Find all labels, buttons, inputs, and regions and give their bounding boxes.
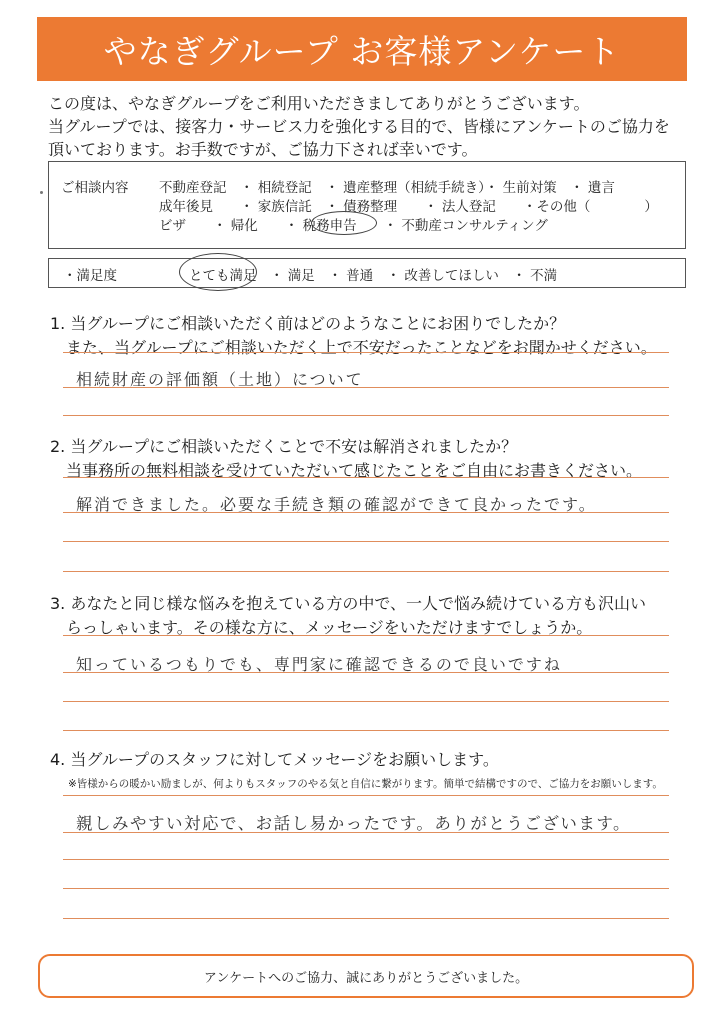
question-1-line-1: 1. 当グループにご相談いただく前はどのようなことにお困りでしたか？ <box>50 314 566 333</box>
answer-rule <box>63 571 669 572</box>
answer-rule <box>63 672 669 673</box>
answer-4-handwriting: 親しみやすい対応で、お話し易かったです。ありがとうございます。 <box>76 814 632 833</box>
answer-rule <box>63 512 669 513</box>
answer-rule <box>63 387 669 388</box>
consultation-box <box>48 161 686 249</box>
answer-rule <box>63 415 669 416</box>
answer-rule <box>63 701 669 702</box>
consultation-label: ご相談内容 <box>61 180 129 196</box>
satisfaction-box <box>48 258 686 288</box>
answer-rule <box>63 635 669 636</box>
answer-1-handwriting: 相続財産の評価額（土地）について <box>76 370 364 389</box>
answer-rule <box>63 730 669 731</box>
margin-dot <box>40 191 43 194</box>
question-4 <box>50 748 690 772</box>
staff-message-note: ※皆様からの暖かい励ましが、何よりもスタッフのやる気と自信に繋がります。簡単で結構ですので、ご協力をお願いします。 <box>68 778 663 790</box>
intro-line: この度は、やなぎグループをご利用いただきましてありがとうございます。 <box>48 94 590 113</box>
selected-topic-circle <box>311 211 377 235</box>
question-1-line-2: また、当グループにご相談いただく上で不安だったことなどをお聞かせください。 <box>66 338 657 357</box>
intro-text <box>48 92 688 161</box>
answer-2-handwriting: 解消できました。必要な手続き類の確認ができて良かったです。 <box>76 495 597 514</box>
answer-rule <box>63 352 669 353</box>
question-2-line-2: 当事務所の無料相談を受けていただいて感じたことをご自由にお書きください。 <box>66 461 643 480</box>
consultation-row-3: ビザ ・ 帰化 ・ 税務申告 ・ 不動産コンサルティング <box>159 218 548 234</box>
answer-rule <box>63 888 669 889</box>
answer-rule <box>63 918 669 919</box>
answer-rule <box>63 541 669 542</box>
survey-title: やなぎグループ お客様アンケート <box>103 31 621 71</box>
intro-line: 当グループでは、接客力・サービス力を強化する目的で、皆様にアンケートのご協力を <box>48 117 670 136</box>
question-3-line-2: らっしゃいます。その様な方に、メッセージをいただけますでしょうか。 <box>66 618 593 637</box>
selected-satisfaction-circle <box>179 253 257 291</box>
intro-line: 頂いております。お手数ですが、ご協力下されば幸いです。 <box>48 140 478 159</box>
thank-you-footer <box>38 954 694 998</box>
thank-you-text: アンケートへのご協力、誠にありがとうございました。 <box>203 970 529 986</box>
question-3-line-1: 3. あなたと同じ様な悩みを抱えている方の中で、一人で悩み続けている方も沢山い <box>50 594 647 613</box>
answer-3-handwriting: 知っているつもりでも、専門家に確認できるので良いですね <box>76 655 562 674</box>
consultation-row-2: 成年後見 ・ 家族信託 ・ 債務整理 ・ 法人登記 ・その他（ ） <box>159 199 658 215</box>
question-2-line-1: 2. 当グループにご相談いただくことで不安は解消されましたか？ <box>50 437 518 456</box>
survey-title-bar <box>37 17 687 81</box>
answer-rule <box>63 795 669 796</box>
answer-rule <box>63 832 669 833</box>
consultation-row-1: 不動産登記 ・ 相続登記 ・ 遺産整理（相続手続き）・ 生前対策 ・ 遺言 <box>159 180 615 196</box>
satisfaction-label: ・満足度 <box>63 268 117 284</box>
question-4-line-1: 4. 当グループのスタッフに対してメッセージをお願いします。 <box>50 750 499 769</box>
answer-rule <box>63 859 669 860</box>
answer-rule <box>63 477 669 478</box>
question-3 <box>50 592 690 640</box>
satisfaction-options: とても満足 ・ 満足 ・ 普通 ・ 改善してほしい ・ 不満 <box>189 268 558 284</box>
question-2 <box>50 435 690 483</box>
